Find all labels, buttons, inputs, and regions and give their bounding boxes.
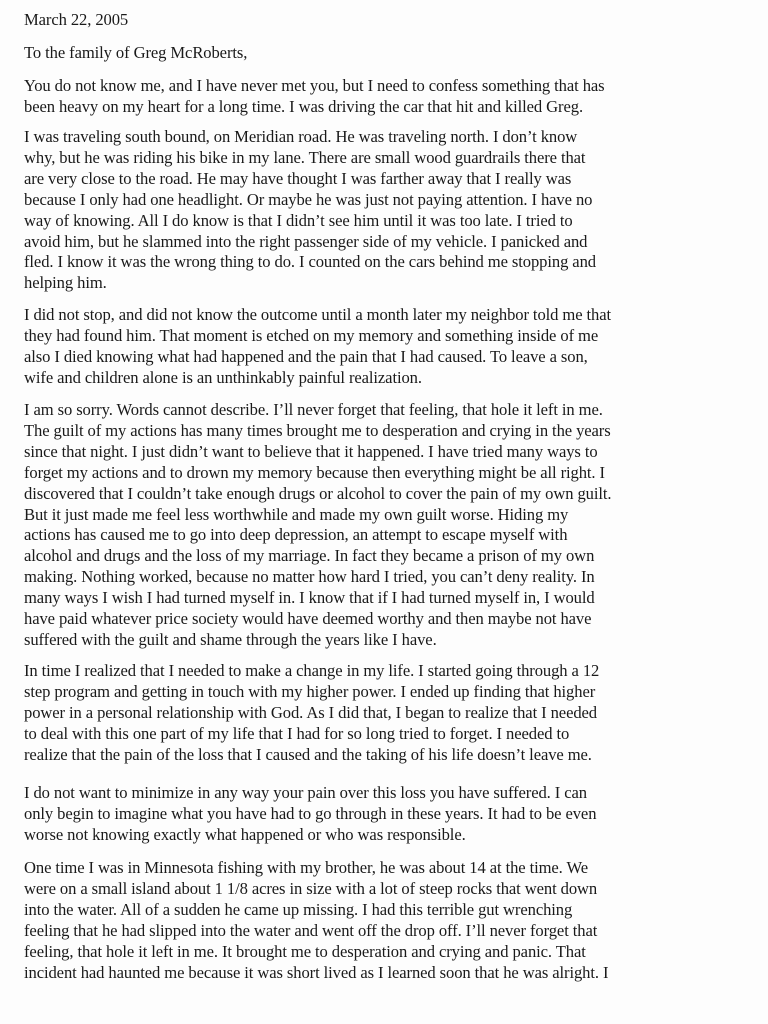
paragraph-4-line: The guilt of my actions has many times brought me to desperation and crying in the years (24, 420, 611, 440)
paragraph-5-line: power in a personal relationship with God. As I did that, I began to realize that I needed (24, 702, 597, 722)
paragraph-2-line: helping him. (24, 273, 107, 293)
paragraph-3-line: I did not stop, and did not know the outcome until a month later my neighbor told me that (24, 305, 612, 324)
paragraph-2-line: because I only had one headlight. Or maybe he was just not paying attention. I have no (24, 189, 593, 209)
paragraph-5-line: step program and getting in touch with my higher power. I ended up finding that higher (24, 681, 596, 701)
paragraph-4-line: alcohol and drugs and the loss of my marriage. In fact they became a prison of my own (24, 546, 595, 566)
paragraph-1-line: You do not know me, and I have never met you, but I need to confess something that has (24, 76, 605, 95)
paragraph-6-line: only begin to imagine what you have had to go through in these years. It had to be even (24, 803, 597, 823)
paragraph-4-line: making. Nothing worked, because no matter how hard I tried, you can’t deny reality. In (24, 567, 595, 587)
paragraph-2-line: way of knowing. All I do know is that I didn’t see him until it was too late. I tried to (24, 210, 573, 230)
paragraph-4-line: discovered that I couldn’t take enough drugs or alcohol to cover the pain of my own guilt. (24, 483, 612, 503)
paragraph-4-line: many ways I wish I had turned myself in. I know that if I had turned myself in, I would (24, 588, 595, 608)
paragraph-7-line: feeling, that hole it left in me. It brought me to desperation and crying and panic. That (24, 941, 586, 961)
paragraph-3-line: wife and children alone is an unthinkably painful realization. (24, 367, 422, 387)
paragraph-2-line: fled. I know it was the wrong thing to do. I counted on the cars behind me stopping and (24, 252, 596, 272)
paragraph-6-line: I do not want to minimize in any way your pain over this loss you have suffered. I can (24, 783, 587, 802)
paragraph-5-line: to deal with this one part of my life that I had for so long tried to forget. I needed to (24, 723, 570, 743)
paragraph-4-line: forget my actions and to drown my memory because then everything might be all right. I (24, 462, 605, 482)
paragraph-5-line: In time I realized that I needed to make a change in my life. I started going through a 12 (24, 661, 600, 680)
paragraph-7-line: One time I was in Minnesota fishing with my brother, he was about 14 at the time. We (24, 858, 588, 877)
paragraph-2-line: I was traveling south bound, on Meridian road. He was traveling north. I don’t know (24, 127, 578, 146)
paragraph-4-line: I am so sorry. Words cannot describe. I’ll never forget that feeling, that hole it left in me. (24, 400, 603, 419)
letter-salutation: To the family of Greg McRoberts, (24, 43, 248, 62)
paragraph-1-line: been heavy on my heart for a long time. I was driving the car that hit and killed Greg. (24, 96, 583, 116)
paragraph-3-line: also I died knowing what had happened and the pain that I had caused. To leave a son, (24, 346, 588, 366)
paragraph-4-line: since that night. I just didn’t want to believe that it happened. I have tried many ways to (24, 441, 598, 461)
paragraph-2-line: why, but he was riding his bike in my lane. There are small wood guardrails there that (24, 147, 586, 167)
paragraph-4-line: have paid whatever price society would have deemed worthy and then maybe not have (24, 609, 592, 628)
paragraph-4-line: actions has caused me to go into deep depression, an attempt to escape myself with (24, 525, 568, 545)
paragraph-2-line: avoid him, but he slammed into the right passenger side of my vehicle. I panicked and (24, 231, 588, 251)
paragraph-5-line: realize that the pain of the loss that I caused and the taking of his life doesn’t leave me. (24, 744, 592, 764)
paragraph-6-line: worse not knowing exactly what happened or who was responsible. (24, 824, 466, 844)
paragraph-7-line: were on a small island about 1 1/8 acres in size with a lot of steep rocks that went down (24, 878, 598, 898)
paragraph-7-line: feeling that he had slipped into the water and went off the drop off. I’ll never forget that (24, 920, 598, 940)
letter-date: March 22, 2005 (24, 10, 129, 29)
paragraph-4-line: But it just made me feel less worthwhile and made my own guilt worse. Hiding my (24, 504, 569, 524)
paragraph-2-line: are very close to the road. He may have thought I was farther away that I really was (24, 168, 572, 188)
paragraph-3-line: they had found him. That moment is etched on my memory and something inside of me (24, 325, 599, 345)
paragraph-7-line: into the water. All of a sudden he came up missing. I had this terrible gut wrenching (24, 899, 573, 919)
paragraph-7-line: incident had haunted me because it was short lived as I learned soon that he was alright. I (24, 962, 609, 982)
paragraph-4-line: suffered with the guilt and shame through the years like I have. (24, 629, 437, 649)
